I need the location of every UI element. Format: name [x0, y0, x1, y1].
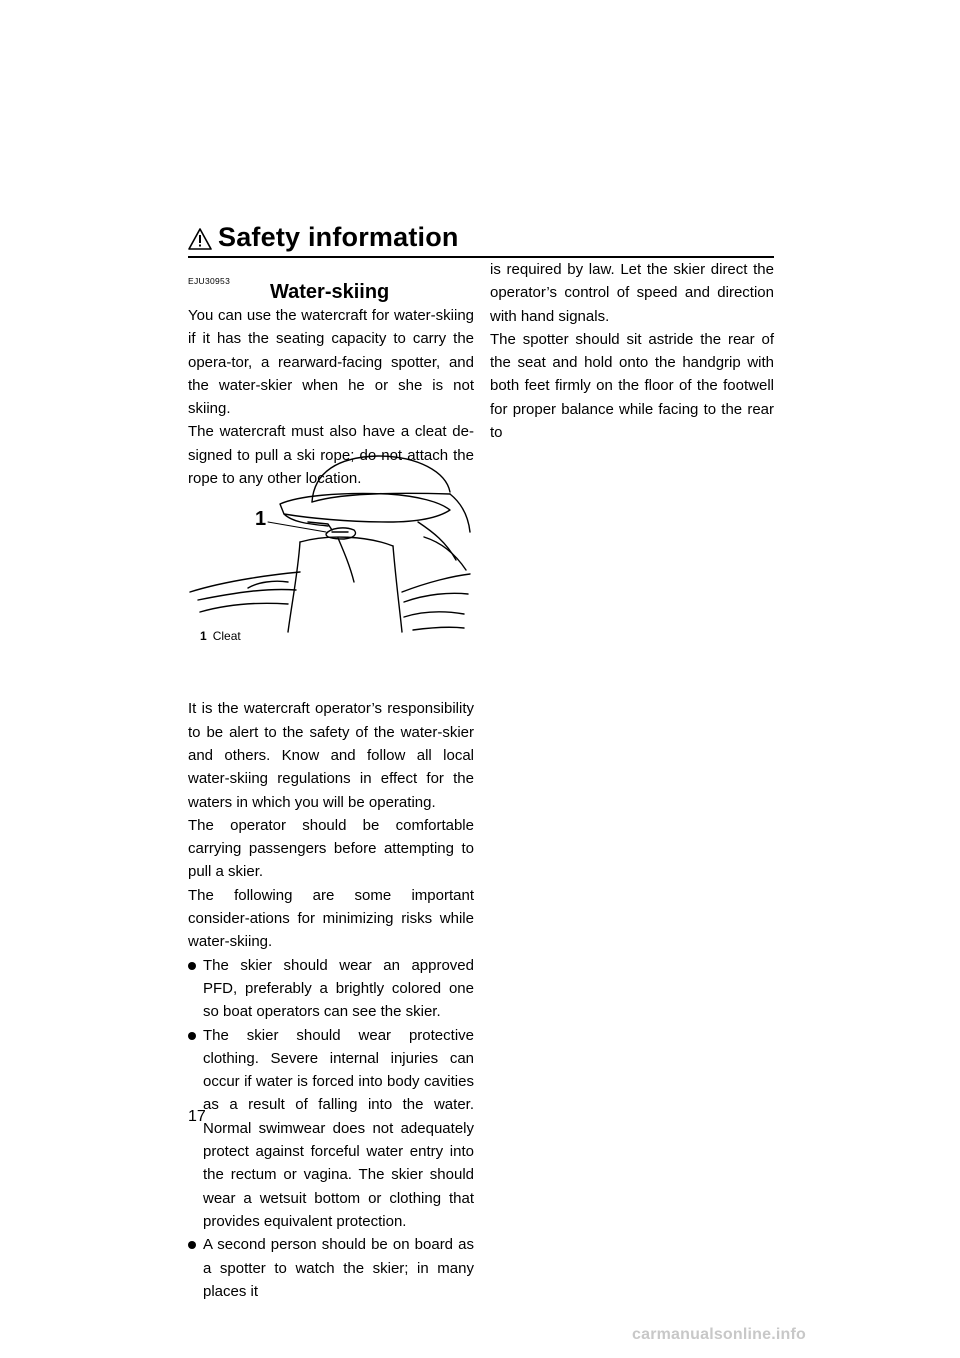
- list-item: [188, 1024, 474, 1234]
- figure-caption: [200, 629, 241, 643]
- page-header: [188, 222, 774, 258]
- list-item-text: A second person should be on board as a spotter to watch the skier; in many places it: [203, 1236, 474, 1300]
- right-column: [490, 258, 774, 444]
- bullet-icon: [188, 1241, 196, 1249]
- list-item: [188, 1233, 474, 1303]
- page-title: Safety information: [218, 222, 459, 252]
- list-item: [188, 954, 474, 1024]
- paragraph: It is the watercraft operator’s responsibility to be alert to the safety of the water-skier and others. Know and follow all local water-skiing regulations in effect for the waters in which you will be operating.: [188, 700, 474, 811]
- paragraph: The watercraft must also have a cleat de-signed to pull a ski rope; do not attach the rope to any other location.: [188, 423, 474, 488]
- warning-triangle-icon: [188, 228, 212, 250]
- paragraph: You can use the watercraft for water-skiing if it has the seating capacity to carry the opera-tor, a rearward-facing spotter, and the water-skier when he or she is not skiing.: [188, 307, 474, 418]
- figure-callout-number: 1: [255, 508, 267, 530]
- page-number: 17: [188, 1108, 206, 1125]
- paragraph: The operator should be comfortable carrying passengers before attempting to pull a skier.: [188, 816, 474, 881]
- list-item-text: The skier should wear an approved PFD, preferably a brightly colored one so boat operators can see the skier.: [203, 956, 474, 1021]
- watermark-text: carmanualsonline.info: [632, 1326, 807, 1343]
- list-item-text: The skier should wear protective clothing. Severe internal injuries can occur if water is forced into body cavities as a result of falling into the water. Normal swimwear does not adequately protect against forceful water entry into the rectum or vagina. The skier should wear a wetsuit bottom or clothing that provides equivalent protection.: [203, 1026, 474, 1230]
- paragraph: The following are some important consider-ations for minimizing risks while water-skiing.: [188, 886, 474, 951]
- section-code: EJU30953: [188, 276, 231, 286]
- paragraph: The spotter should sit astride the rear of the seat and hold onto the handgrip with both feet firmly on the floor of the footwell for proper balance while facing to the rear to: [490, 330, 774, 442]
- caption-label: Cleat: [212, 629, 241, 643]
- section-title: Water-skiing: [270, 281, 390, 303]
- bullet-icon: [188, 1032, 196, 1040]
- cleat-illustration: [188, 442, 472, 648]
- caption-number: 1: [200, 629, 207, 643]
- bullet-icon: [188, 962, 196, 970]
- paragraph: is required by law. Let the skier direct the operator’s control of speed and direction with hand signals.: [490, 261, 774, 325]
